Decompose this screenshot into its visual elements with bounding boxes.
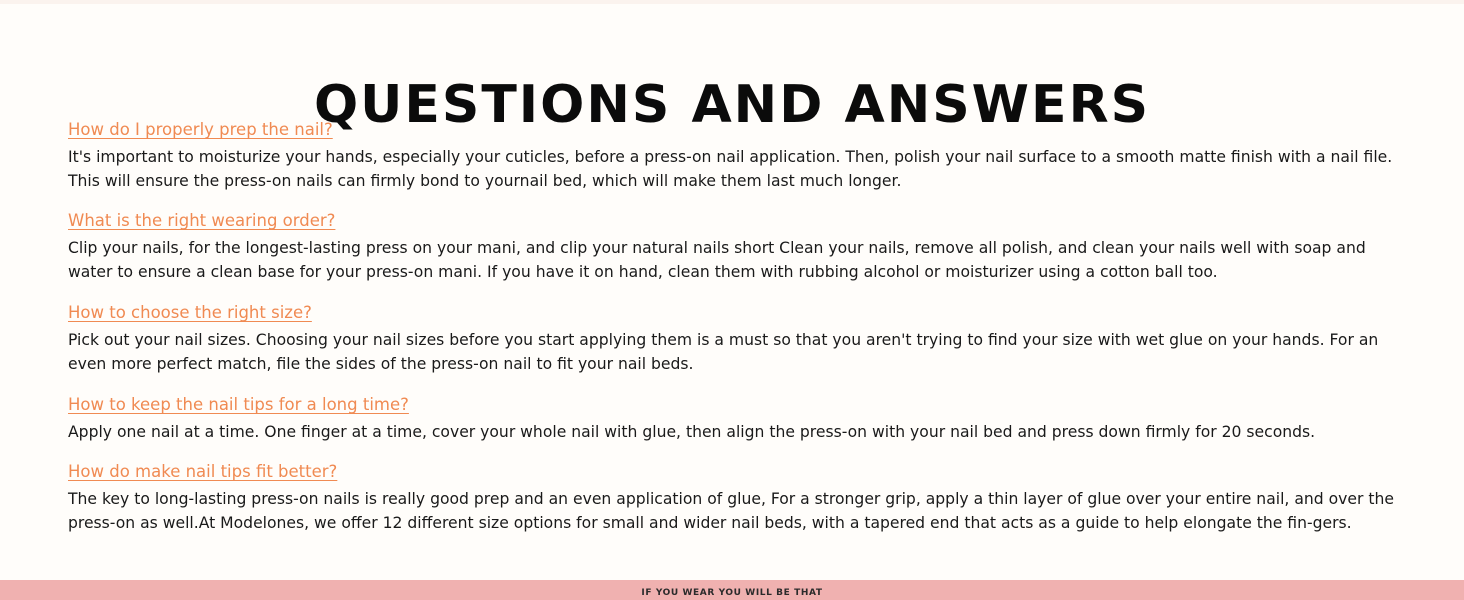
footer-tagline: IF YOU WEAR YOU WILL BE THAT [641,588,823,598]
faq-answer: Apply one nail at a time. One finger at a time, cover your whole nail with glue, then align the press-on with your nail bed and press down firmly for 20 seconds. [68,423,1316,441]
faq-question-link[interactable]: How to keep the nail tips for a long time? [68,395,409,414]
faq-answer: The key to long-lasting press-on nails is really good prep and an even application of glue, For a stronger grip, apply a thin layer of glue over your entire nail, and over the press-on as well.At Modelones, we offer 12 different size options for small and wider nail beds, with a tapered end that acts as a guide to help elongate the fin-gers. [68,490,1394,532]
faq-item-fit-better [68,461,1408,535]
page-title: QUESTIONS AND ANSWERS [313,74,1151,135]
faq-question-link[interactable]: How to choose the right size? [68,303,312,322]
faq-question-link[interactable]: How do make nail tips fit better? [68,462,338,481]
faq-answer: Pick out your nail sizes. Choosing your nail sizes before you start applying them is a must so that you aren't trying to find your size with wet glue on your hands. For an even more perfect match, file the sides of the press-on nail to fit your nail beds. [68,331,1379,373]
faq-item-size [68,302,1408,376]
faq-question-link[interactable]: What is the right wearing order? [68,211,336,230]
faq-answer: It's important to moisturize your hands, especially your cuticles, before a press-on nail application. Then, polish your nail surface to a smooth matte finish with a nail file. This will ensure the press-on nails can firmly bond to yournail bed, which will make them last much longer. [68,148,1393,190]
faq-item-prep [68,119,1408,193]
faq-answer: Clip your nails, for the longest-lasting press on your mani, and clip your natural nails short Clean your nails, remove all polish, and clean your nails well with soap and water to ensure a clean base for your press-on mani. If you have it on hand, clean them with rubbing alcohol or moisturizer using a cotton ball too. [68,239,1366,281]
faq-item-long-time [68,394,1408,444]
top-strip [0,0,1464,4]
footer-band [0,580,1464,600]
faq-item-wearing-order [68,210,1408,284]
faq-question-link[interactable]: How do I properly prep the nail? [68,120,333,139]
